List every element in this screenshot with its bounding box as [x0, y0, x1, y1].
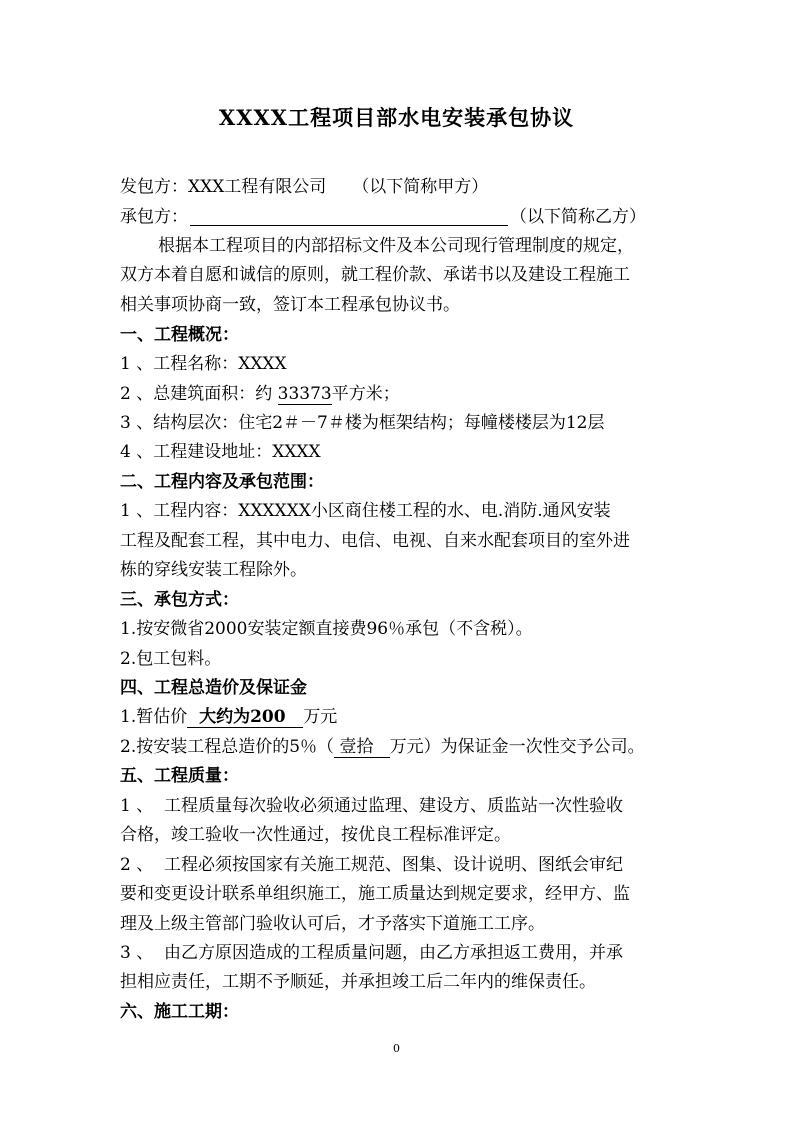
- quality-line: 2 、 工程必须按国家有关施工规范、图集、设计说明、图纸会审纪: [120, 855, 624, 875]
- quality-line: 担相应责任，工期不予顺延，并承担竣工后二年内的维保责任。: [120, 972, 596, 992]
- content-line: 工程及配套工程，其中电力、电信、电视、自来水配套项目的室外进: [120, 531, 630, 551]
- deposit-prefix: 2.按安装工程总造价的5％（: [120, 737, 335, 757]
- estimated-price: [120, 702, 680, 728]
- section-heading: 一、工程概况：: [120, 325, 239, 345]
- party-a-line: [120, 172, 680, 197]
- deposit-value: 壹拾: [334, 732, 390, 758]
- area-suffix: 平方米；: [331, 384, 400, 404]
- area-value: 33373: [277, 384, 332, 404]
- deposit-suffix: 万元）为保证金一次性交予公司。: [389, 737, 645, 757]
- project-name: 1 、工程名称：XXXX: [120, 354, 287, 374]
- party-a-label: 发包方：: [120, 177, 188, 197]
- structure-levels: 3 、结构层次：住宅2＃－7＃楼为框架结构；每幢楼楼层为12层: [120, 413, 605, 433]
- quality-line: 要和变更设计联系单组织施工，施工质量达到规定要求，经甲方、监: [120, 884, 630, 904]
- building-area: [120, 379, 680, 405]
- method-line: 2.包工包料。: [120, 649, 222, 669]
- intro-line: 根据本工程项目的内部招标文件及本公司现行管理制度的规定，: [158, 236, 634, 256]
- document-title: XXXX工程项目部水电安装承包协议: [218, 105, 575, 130]
- quality-line: 1 、 工程质量每次验收必须通过监理、建设方、质监站一次性验收: [120, 796, 624, 816]
- section-heading: 二、工程内容及承包范围：: [120, 472, 324, 492]
- area-prefix: 2 、总建筑面积：约: [120, 384, 278, 404]
- intro-line: 相关事项协商一致，签订本工程承包协议书。: [120, 295, 460, 315]
- project-address: 4 、工程建设地址：XXXX: [120, 442, 321, 462]
- quality-line: 理及上级主管部门验收认可后，才予落实下道施工工序。: [120, 914, 545, 934]
- section-heading: 四、工程总造价及保证金: [120, 678, 307, 698]
- method-line: 1.按安微省2000安装定额直接费96％承包（不含税）。: [120, 619, 533, 639]
- party-b-note: （以下简称乙方）: [510, 207, 646, 227]
- intro-line: 双方本着自愿和诚信的原则，就工程价款、承诺书以及建设工程施工: [120, 265, 630, 285]
- party-b-blank: [190, 205, 508, 226]
- party-a-note: （以下简称甲方）: [352, 177, 489, 197]
- content-line: 栋的穿线安装工程除外。: [120, 560, 307, 580]
- party-b-line: [120, 202, 680, 227]
- price-suffix: 万元: [303, 707, 338, 727]
- section-heading: 三、承包方式：: [120, 590, 239, 610]
- party-b-label: 承包方：: [120, 207, 188, 227]
- quality-line: 合格，竣工验收一次性通过，按优良工程标准评定。: [120, 825, 511, 845]
- page-number: 0: [393, 1042, 400, 1055]
- deposit-line: [120, 732, 680, 758]
- content-line: 1 、工程内容：XXXXXX小区商住楼工程的水、电.消防.通风安装: [120, 501, 611, 521]
- price-value: 大约为200: [187, 702, 303, 728]
- section-heading: 五、工程质量：: [120, 766, 239, 786]
- price-prefix: 1.暂估价: [120, 707, 188, 727]
- party-a-value: XXX工程有限公司: [188, 177, 327, 197]
- quality-line: 3 、 由乙方原因造成的工程质量问题，由乙方承担返工费用，并承: [120, 943, 624, 963]
- section-heading: 六、施工工期：: [120, 1002, 239, 1022]
